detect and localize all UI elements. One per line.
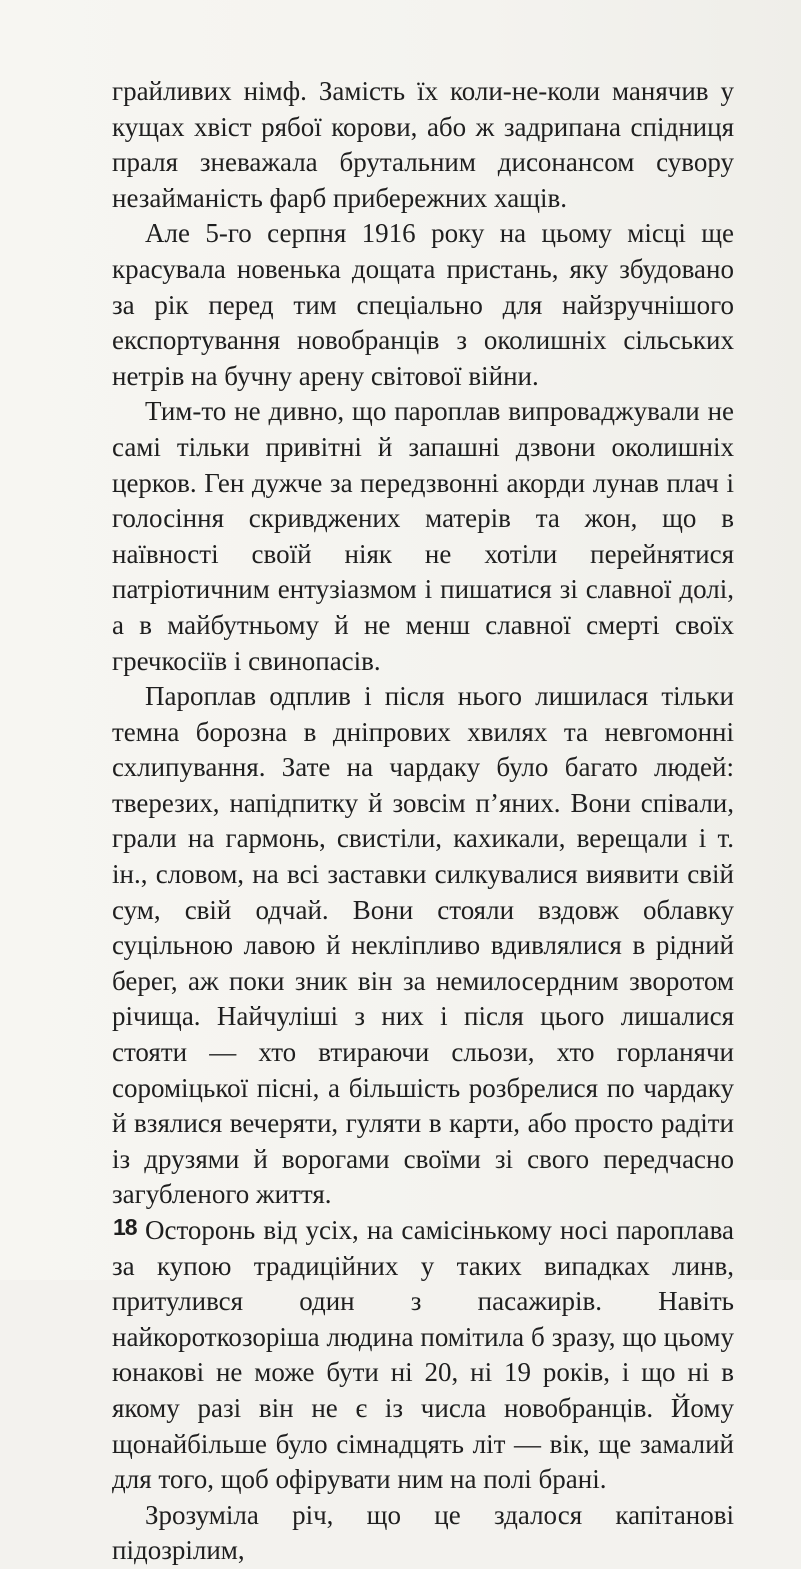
page-number: 18 xyxy=(113,1214,137,1240)
paragraph-3: Тим-то не дивно, що пароплав випроваджували не самі тільки привітні й запашні дзвони околишніх церков. Ген дужче за передзвонні акорди лунав плач і голосіння скривджених матерів та жон, що в наївності своїй ніяк не хотіли перейнятися патріотичним ентузіазмом і пишатися зі славної долі, а в майбутньому й не менш славної смерті своїх гречкосіїв і свинопасів. xyxy=(112,396,734,676)
paragraph-5: Осторонь від усіх, на самісінькому носі пароплава за купою традиційних у таких випадках линв, притулився один з пасажирів. Навіть найкороткозоріша людина помітила б зразу, що цьому юнакові не може бути ні 20, ні 19 років, і що ні в якому разі він не є із числа новобранців. Йому щонайбільше було сімнадцять літ — вік, ще замалий для того, щоб офірувати ним на полі брані. xyxy=(112,1215,734,1495)
paragraph-1: грайливих німф. Замість їх коли-не-коли манячив у кущах хвіст рябої корови, або ж задрипана спідниця праля зневажала брутальним дисонансом сувору незайманість фарб прибережних хащів. xyxy=(112,76,734,213)
paragraph-2: Але 5-го серпня 1916 року на цьому місці ще красувала новенька дощата пристань, яку збудовано за рік перед тим спеціально для найзручнішого експортування новобранців з околишніх сільських нетрів на бучну арену світової війни. xyxy=(112,218,734,391)
paragraph-6: Зрозуміла річ, що це здалося капітанові підозрілим, xyxy=(112,1499,734,1566)
paragraph-4: Пароплав одплив і після нього лишилася тільки темна борозна в дніпрових хвилях та невгомонні схлипування. Зате на чардаку було багато людей: тверезих, напідпитку й зовсім п’яних. Вони співали, грали на гармонь, свистіли, кахикали, верещали і т. ін., словом, на всі заставки силкувалися виявити свій сум, свій одчай. Вони стояли вздовж облавку суцільною лавою й некліпливо вдивлялися в рідний берег, аж поки зник він за немилосердним зворотом річища. Найчуліші з них і після цього лишалися стояти — хто втираючи сльози, хто горланячи сороміцької пісні, а більшість розбрелися по чардаку й взялися вечеряти, гуляти в карти, або просто радіти із друзями й ворогами своїми зі свого передчасно загубленого життя. xyxy=(112,681,734,1210)
body-text xyxy=(112,74,734,1569)
